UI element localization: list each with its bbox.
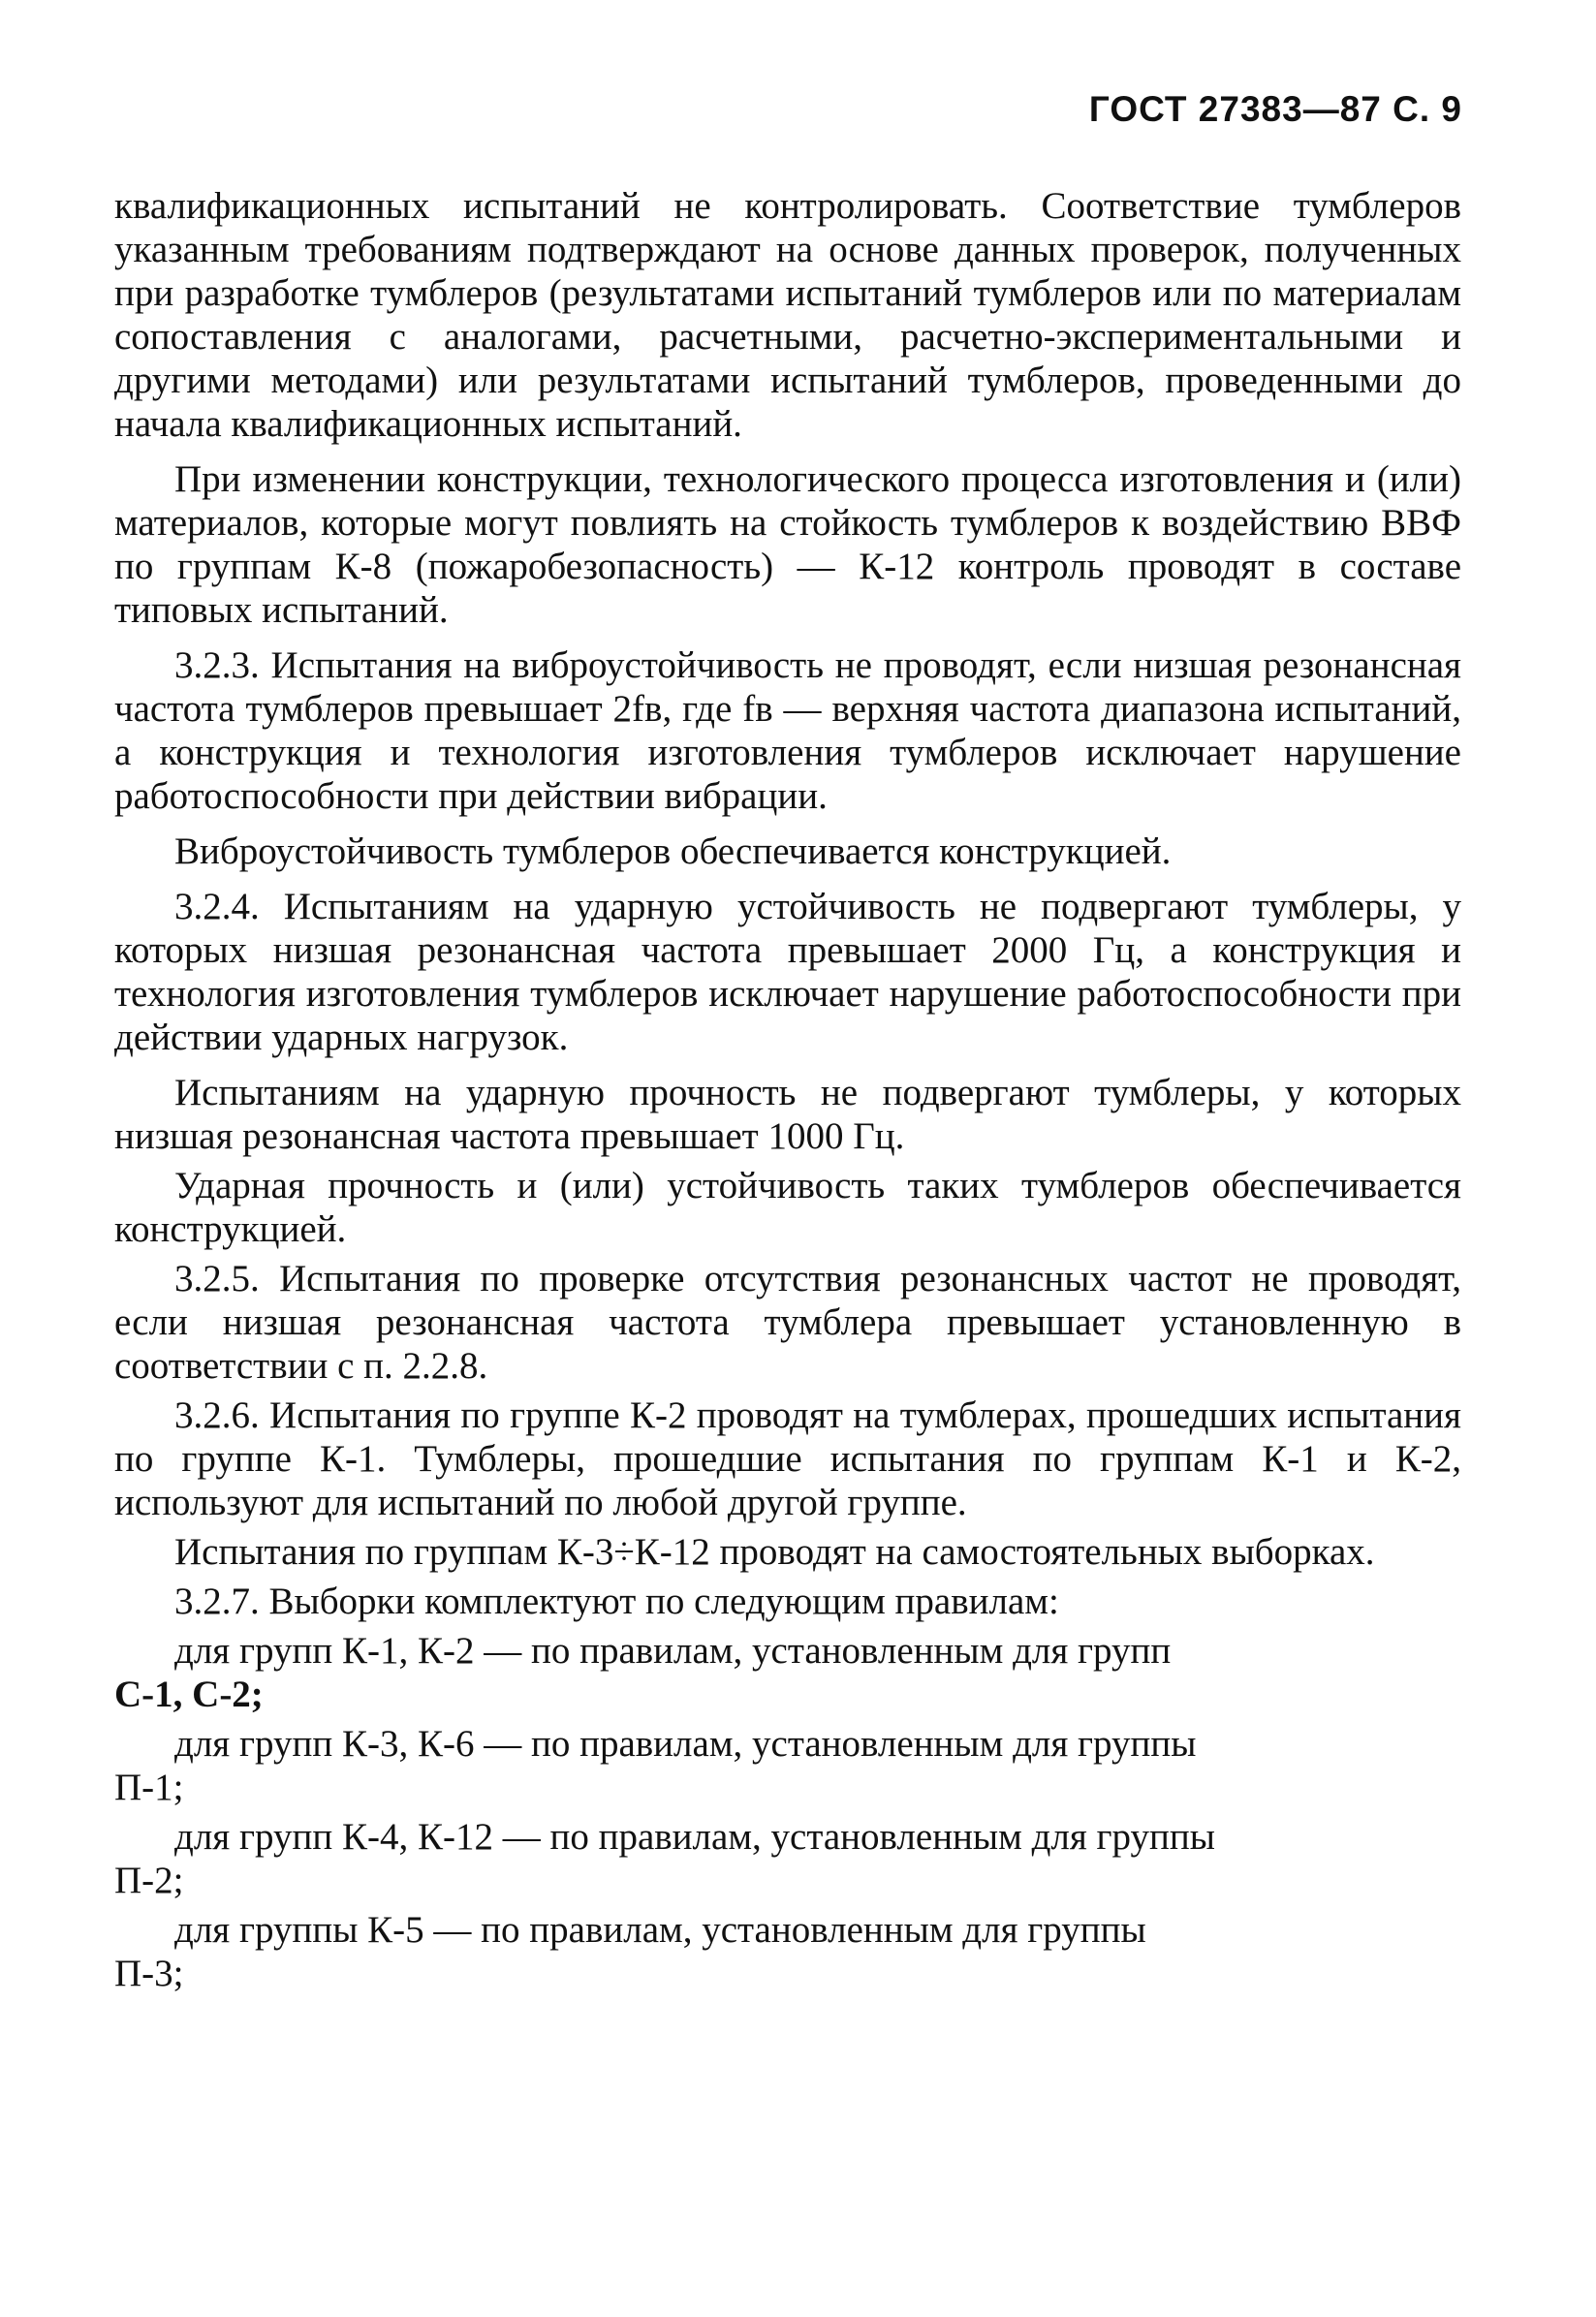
sampling-rule-groups: П-3; <box>114 1953 184 1994</box>
sampling-rule-item <box>114 1629 1461 1716</box>
paragraph-continuation: квалификационных испытаний не контролировать. Соответствие тумблеров указанным требованиям подтверждают на основе данных проверок, полученных при разработке тумблеров (результатами испытаний тумблеров или по материалам сопоставления с аналогами, расчетными, расчетно-экспериментальными и другими методами) или результатами испытаний тумблеров, проведенными до начала квалификационных испытаний. <box>114 185 1461 445</box>
paragraph-independent-samples: Испытания по группам К-3÷К-12 проводят на самостоятельных выборках. <box>174 1531 1375 1573</box>
document-body <box>114 184 1461 2001</box>
sampling-rule-item <box>114 1908 1461 1995</box>
clause-3-2-4: 3.2.4. Испытаниям на ударную устойчивость не подвергают тумблеры, у которых низшая резонансная частота превышает 2000 Гц, а конструкция и технология изготовления тумблеров исключает нарушение работоспособности при действии ударных нагрузок. <box>114 886 1461 1058</box>
paragraph-shock-resistance: Ударная прочность и (или) устойчивость таких тумблеров обеспечивается конструкцией. <box>114 1165 1461 1250</box>
sampling-rule-groups: П-2; <box>114 1860 184 1901</box>
clause-3-2-3: 3.2.3. Испытания на виброустойчивость не проводят, если низшая резонансная частота тумблеров превышает 2fв, где fв — верхняя частота диапазона испытаний, а конструкция и технология изготовления тумблеров исключает нарушение работоспособности при действии вибрации. <box>114 644 1461 817</box>
sampling-rule-lead: для группы К-5 — по правилам, установленным для группы <box>174 1909 1146 1951</box>
clause-3-2-7: 3.2.7. Выборки комплектуют по следующим правилам: <box>174 1581 1059 1622</box>
sampling-rule-lead: для групп К-4, К-12 — по правилам, установленным для группы <box>174 1816 1215 1858</box>
paragraph-design-change: При изменении конструкции, технологического процесса изготовления и (или) материалов, которые могут повлиять на стойкость тумблеров к воздействию ВВФ по группам К-8 (пожаробезопасность) — К-12 контроль проводят в составе типовых испытаний. <box>114 458 1461 631</box>
sampling-rule-lead: для групп К-1, К-2 — по правилам, установленным для групп <box>174 1630 1172 1672</box>
sampling-rule-lead: для групп К-3, К-6 — по правилам, установленным для группы <box>174 1723 1197 1765</box>
clause-3-2-5: 3.2.5. Испытания по проверке отсутствия резонансных частот не проводят, если низшая резонансная частота тумблера превышает установленную в соответствии с п. 2.2.8. <box>114 1258 1461 1387</box>
paragraph-shock-strength: Испытаниям на ударную прочность не подвергают тумблеры, у которых низшая резонансная частота превышает 1000 Гц. <box>114 1072 1461 1157</box>
page-header: ГОСТ 27383—87 С. 9 <box>1088 89 1462 129</box>
sampling-rule-item <box>114 1815 1461 1902</box>
sampling-rule-item <box>114 1722 1461 1809</box>
sampling-rule-groups: П-1; <box>114 1767 184 1808</box>
clause-3-2-6: 3.2.6. Испытания по группе К-2 проводят на тумблерах, прошедших испытания по группе К-1. Тумблеры, прошедшие испытания по группам К-1 и К-2, используют для испытаний по любой другой группе. <box>114 1394 1461 1523</box>
sampling-rule-groups: С-1, С-2; <box>114 1674 264 1715</box>
paragraph-vibration-stability: Виброустойчивость тумблеров обеспечивается конструкцией. <box>174 830 1172 872</box>
